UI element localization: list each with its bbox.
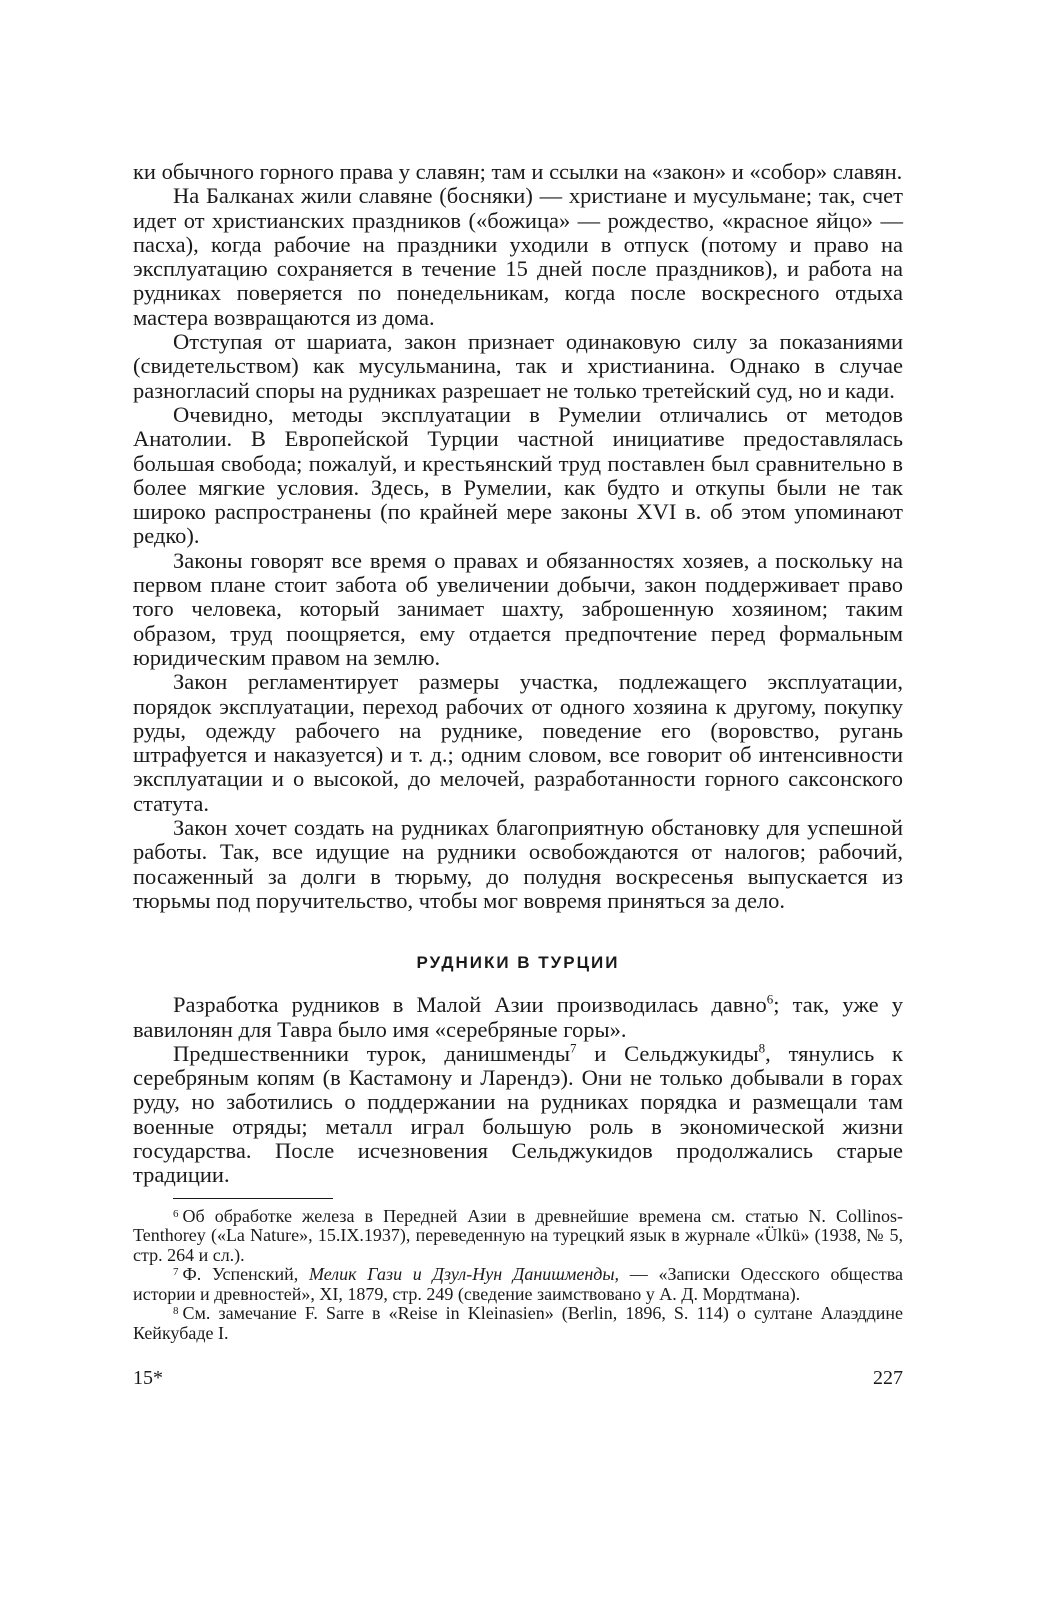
footnote-ref: 6 (766, 991, 774, 1007)
paragraph-balkans: На Балканах жили славяне (босняки) — христиане и мусульмане; так, счет идет от христианских праздников («божица» — рождество, «красное яйцо» — пасха), когда рабочие на праздники уходили в отпуск (потому и право на эксплуатацию сохраняется в течение 15 дней после праздников), и работа на рудниках поверяется по понедельникам, когда после воскресного отдыха мастера возвращаются из дома. (133, 183, 903, 330)
footnote-text: См. замечание F. Sarre в «Reise in Kleinasien» (Berlin, 1896, S. 114) о султане Алаэддине Кейкубаде I. (133, 1303, 903, 1343)
footnote-8 (133, 1304, 903, 1343)
text-run: и Сельджукиды (576, 1040, 759, 1066)
footnote-ref: 8 (758, 1040, 766, 1056)
paragraph-asia-minor (133, 993, 903, 1042)
paragraph-predecessors (133, 1042, 903, 1188)
footnotes (133, 1207, 903, 1344)
footnote-title-italic: Мелик Гази и Дзул-Нун Данишменды, (309, 1264, 620, 1285)
footnote-mark: 8 (173, 1305, 179, 1318)
footnote-text: Ф. Успенский, (182, 1264, 309, 1285)
footnote-ref: 7 (570, 1040, 577, 1056)
footnote-6 (133, 1207, 903, 1266)
page-number: 227 (873, 1367, 903, 1390)
footnote-mark: 6 (173, 1207, 179, 1220)
text-run: Разработка рудников в Малой Азии производилась давно (173, 992, 767, 1018)
text-run: , тянулись к серебряным копям (в Кастамону и Ларендэ). Они не только добывали в горах руду, но заботились о поддержании на рудниках порядка и размещали там военные отряды; металл играл большую роль в экономической жизни государства. После исчезновения Сельджукидов продолжались старые традиции. (133, 1040, 903, 1188)
text-run: ; так, уже у вавилонян для Тавра было имя «серебряные горы». (133, 992, 904, 1042)
page (133, 160, 903, 1390)
footnote-text: — «Записки Одесского общества истории и древностей», XI, 1879, стр. 249 (сведение заимствовано у А. Д. Мордтмана). (133, 1264, 904, 1304)
footnote-mark: 7 (173, 1266, 179, 1279)
footnote-7 (133, 1265, 903, 1304)
paragraph-regulations: Закон регламентирует размеры участка, подлежащего эксплуатации, порядок эксплуатации, переход рабочих от одного хозяина к другому, покупку руды, одежду рабочего на руднике, поведение его (воровство, ругань штрафуется и наказуется) и т. д.; одним словом, все говорит об интенсивности эксплуатации и о высокой, до мелочей, разработанности горного саксонского статута. (133, 669, 903, 816)
section-heading: РУДНИКИ В ТУРЦИИ (416, 953, 620, 973)
paragraph-laws-owners: Законы говорят все время о правах и обязанностях хозяев, а поскольку на первом плане стоит забота об увеличении добычи, закон поддерживает право того человека, который занимает шахту, заброшенную хозяином; таким образом, труд поощряется, ему отдается предпочтение перед формальным юридическим правом на землю. (133, 547, 903, 670)
paragraph-sharia: Отступая от шариата, закон признает одинаковую силу за показаниями (свидетельством) как мусульманина, так и христианина. Однако в случае разногласий споры на рудниках разрешает не только третейский суд, но и кади. (133, 329, 903, 403)
footnote-text: Об обработке железа в Передней Азии в древнейшие времена см. статью N. Collinos-Tenthorey («La Nature», 15.IX.1937), переведенную на турецкий язык в журнале «Ülkü» (1938, № 5, стр. 264 и сл.). (133, 1205, 903, 1265)
page-footer (133, 1367, 903, 1390)
paragraph-continuation: ки обычного горного права у славян; там и ссылки на «закон» и «собор» славян. (133, 159, 903, 184)
signature-mark: 15* (133, 1367, 163, 1390)
section-body (133, 993, 903, 1187)
paragraph-favorable-conditions: Закон хочет создать на рудниках благоприятную обстановку для успешной работы. Так, все идущие на рудники освобождаются от налогов; рабочий, посаженный за долги в тюрьму, до полудня воскресенья выпускается из тюрьмы под поручительство, чтобы мог вовремя приняться за дело. (133, 815, 903, 913)
text-run: Предшественники турок, данишменды (173, 1040, 570, 1066)
footnote-divider (173, 1198, 333, 1199)
body-text (133, 160, 903, 913)
paragraph-rumelia: Очевидно, методы эксплуатации в Румелии отличались от методов Анатолии. В Европейской Турции частной инициативе предоставлялась большая свобода; пожалуй, и крестьянский труд поставлен был сравнительно в более мягкие условия. Здесь, в Румелии, как будто и откупы были не так широко распространены (по крайней мере законы XVI в. об этом упоминают редко). (133, 401, 903, 549)
